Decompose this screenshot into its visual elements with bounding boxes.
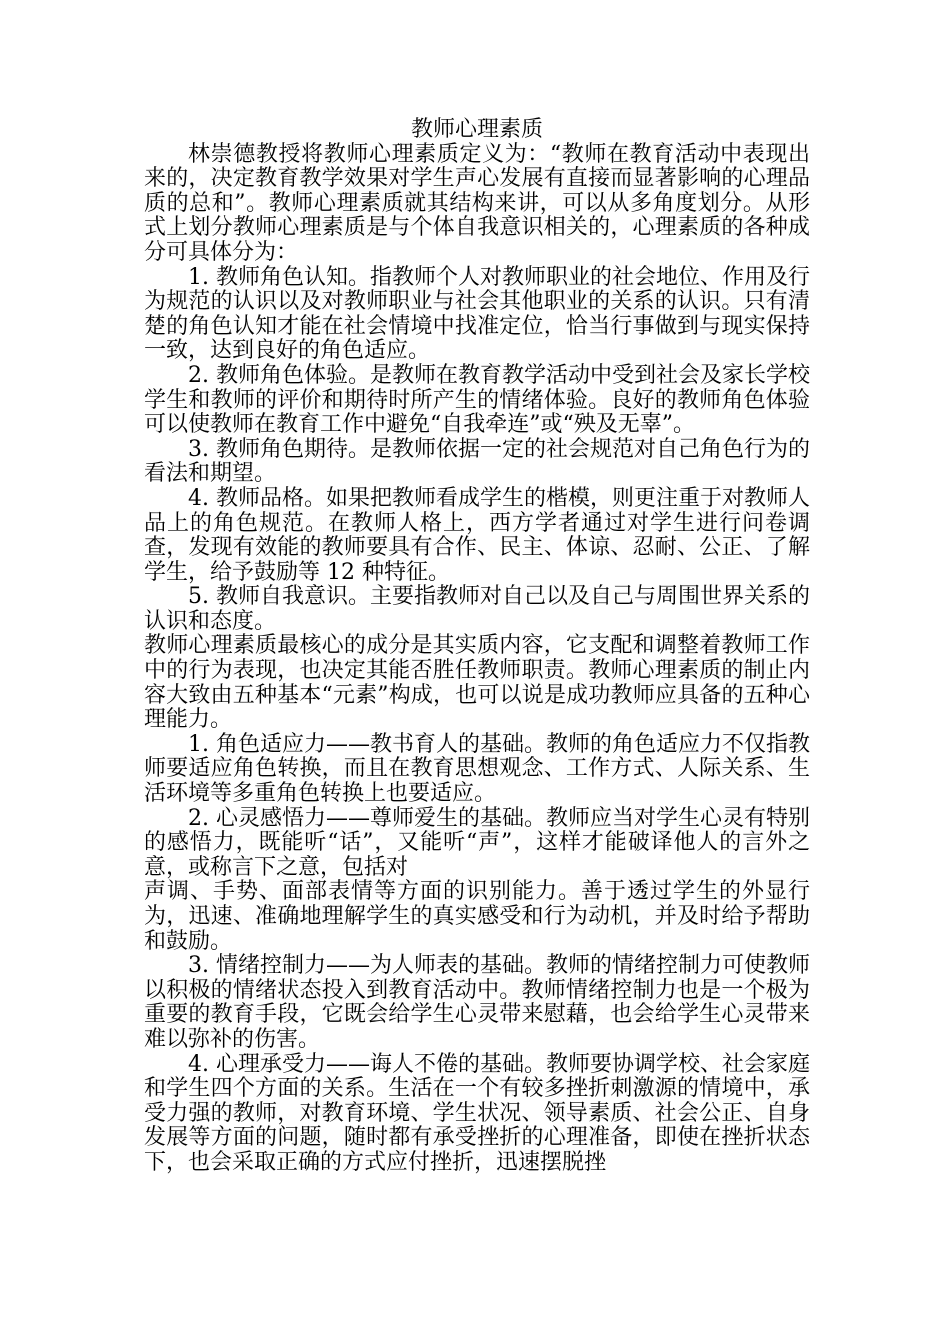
paragraph: 1. 教师角色认知。指教师个人对教师职业的社会地位、作用及行为规范的认识以及对教师职业与社会其他职业的关系的认识。只有清楚的角色认知才能在社会情境中找准定位，恰当行事做到与现实保持一致，达到良好的角色适应。 [144, 264, 810, 364]
paragraph: 3. 情绪控制力——为人师表的基础。教师的情绪控制力可使教师以积极的情绪状态投入到教育活动中。教师情绪控制力也是一个极为重要的教育手段，它既会给学生心灵带来慰藉，也会给学生心灵带来难以弥补的伤害。 [144, 953, 810, 1052]
paragraph: 1. 角色适应力——教书育人的基础。教师的角色适应力不仅指教师要适应角色转换，而且在教育思想观念、工作方式、人际关系、生活环境等多重角色转换上也要适应。 [144, 731, 810, 807]
paragraph: 教师心理素质最核心的成分是其实质内容，它支配和调整着教师工作中的行为表现，也决定其能否胜任教师职责。教师心理素质的制止内容大致由五种基本“元素”构成，也可以说是成功教师应具备的五种心理能力。 [144, 633, 810, 733]
document-body [144, 143, 810, 1176]
document-title: 教师心理素质 [410, 117, 543, 142]
paragraph: 5. 教师自我意识。主要指教师对自己以及自己与周围世界关系的认识和态度。 [144, 584, 810, 634]
paragraph: 声调、手势、面部表情等方面的识别能力。善于透过学生的外显行为，迅速、准确地理解学生的真实感受和行为动机，并及时给予帮助和鼓励。 [144, 879, 810, 954]
paragraph: 4. 教师品格。如果把教师看成学生的楷模，则更注重于对教师人品上的角色规范。在教师人格上，西方学者通过对学生进行问卷调查，发现有效能的教师要具有合作、民主、体谅、忍耐、公正、了解学生，给予鼓励等 12 种特征。 [144, 485, 810, 585]
paragraph: 3. 教师角色期待。是教师依据一定的社会规范对自己角色行为的看法和期望。 [144, 436, 810, 487]
paragraph: 4. 心理承受力——诲人不倦的基础。教师要协调学校、社会家庭和学生四个方面的关系。生活在一个有较多挫折刺激源的情境中，承受力强的教师，对教育环境、学生状况、领导素质、社会公正、自身发展等方面的问题，随时都有承受挫折的心理准备，即使在挫折状态下，也会采取正确的方式应付挫折，迅速摆脱挫 [144, 1051, 810, 1175]
paragraph: 2. 教师角色体验。是教师在教育教学活动中受到社会及家长学校学生和教师的评价和期待时所产生的情绪体验。良好的教师角色体验可以使教师在教育工作中避免“自我牵连”或“殃及无辜”。 [144, 362, 810, 438]
paragraph: 2. 心灵感悟力——尊师爱生的基础。教师应当对学生心灵有特别的感悟力，既能听“话”，又能听“声”，这样才能破译他人的言外之意，或称言下之意，包括对 [144, 805, 810, 880]
document-page [144, 118, 810, 1176]
paragraph: 林崇德教授将教师心理素质定义为：“教师在教育活动中表现出来的，决定教育教学效果对学生声心发展有直接而显著影响的心理品质的总和”。教师心理素质就其结构来讲，可以从多角度划分。从形式上划分教师心理素质是与个体自我意识相关的，心理素质的各种成分可具体分为： [144, 141, 810, 265]
